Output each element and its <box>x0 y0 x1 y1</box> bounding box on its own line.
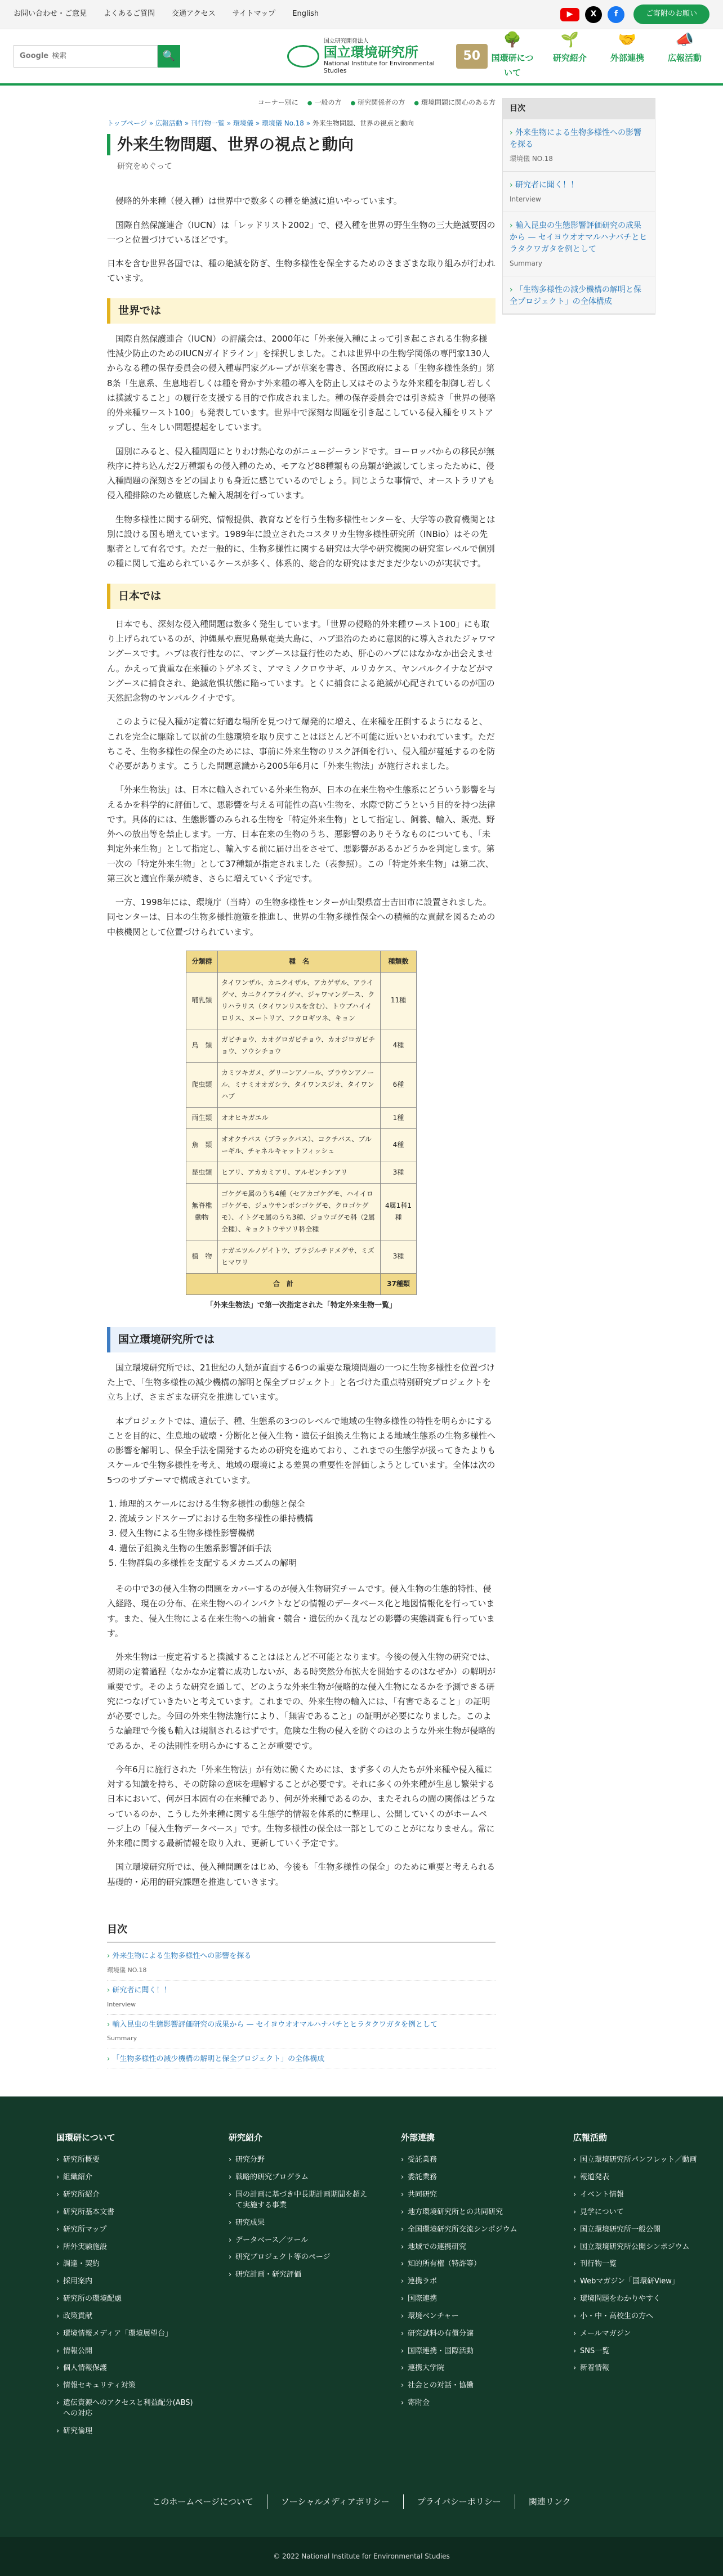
bottom-toc-heading: 目次 <box>107 1921 496 1943</box>
nies-logo-icon <box>287 45 319 68</box>
site-logo[interactable] <box>287 38 488 75</box>
species-table-wrap <box>186 951 417 1312</box>
body-paragraph: 国別にみると、侵入種問題にとりわけ熱心なのがニュージーランドです。ヨーロッパからの移民が無秩序に持ち込んだ2万種類もの侵入種のため、モアなど88種類もの鳥類が絶滅してしまったために、侵入種問題の深刻さをどの国よりも身近に感じているのでしょう。同じような事情で、オーストラリアも侵入種排除のため徹底した輸入規制を行っています。 <box>107 446 495 501</box>
footer-link[interactable]: › 研究所紹介 <box>56 2190 197 2201</box>
footer-link[interactable]: › Webマガジン「国環研View」 <box>573 2277 714 2287</box>
donation-button[interactable]: ご寄附のお願い <box>633 5 709 24</box>
toc-link[interactable]: › 研究者に聞く！！ <box>107 1985 496 1996</box>
table-cell-group: 哺乳類 <box>186 972 218 1029</box>
section-heading-japan: 日本では <box>107 584 496 609</box>
toc-item <box>503 119 655 172</box>
footer-link[interactable]: › 情報セキュリティ対策 <box>56 2381 197 2391</box>
body-paragraph: 「外来生物法」は、日本に輸入されている外来生物が、日本の在来生物や生態系にどういう影響を与えるかを科学的に評価して、悪影響を与える可能性の高い生物を、水際で防ごうという目的を持つ法律です。具体的には、生態影響のみられる生物を「特定外来生物」として指定し、飼養、輸入、販売、野外への放出等を禁止します。一方、日本在来の生物のうち、悪影響のありそうなものについても、「未判定外来生物」として指定し、輸入する前に届け出をさせて、悪影響があるかどうかを判定します。第一次の「特定外来生物」として37種類が指定されました（表参照）。この「特定外来生物」は第二次、第三次と適宜作業が続き、さらに増えていく予定です。 <box>107 785 496 884</box>
footer-link[interactable]: › 調達・契約 <box>56 2259 197 2270</box>
footer-link[interactable]: › 共同研究 <box>401 2190 542 2201</box>
footer-link[interactable]: › 研究試料の有償分譲 <box>401 2329 542 2340</box>
footer-link[interactable]: › 全国環境研究所交流シンポジウム <box>401 2225 542 2235</box>
table-row <box>186 1240 417 1273</box>
table-row <box>186 1183 417 1240</box>
table-row <box>186 972 417 1029</box>
body-paragraph: 本プロジェクトでは、遺伝子、種、生態系の3つのレベルで地域の生物多様性の特性を明らかにすることを目的に、生息地の破壊・分断化と侵入生物・遺伝子組換え生物による地域生態系の生物多様性への影響を解明し、保全手法を開発するための研究を進めており、これまでの生態学が扱ってきたよりもスケールで生物多様性を考え、地域の環境による差異の重要性を評価しようとしています。全体は次の5つのサブテーマで構成されています。 <box>107 1415 496 1485</box>
table-cell-names: カミツキガメ、グリーンアノール、ブラウンアノール、ミナミオオガシラ、タイワンスジオ、タイワンハブ <box>218 1062 381 1107</box>
toc-sub: Summary <box>510 259 542 267</box>
toc-link[interactable]: › 外来生物による生物多様性への影響を探る <box>510 127 648 151</box>
footer-link-list <box>56 2155 197 2436</box>
table-cell-names: ガビチョウ、カオグロガビチョウ、カオジロガビチョウ、ソウシチョウ <box>218 1029 381 1062</box>
copyright: © 2022 National Institute for Environmental Studies <box>0 2537 723 2576</box>
body-paragraph: 日本でも、深刻な侵入種問題は数多く発生しています。「世界の侵略的外来種ワースト100」にも取り上げられているのが、沖縄県や鹿児島県奄美大島に、ハブ退治のために意図的に導入されたジャワマングースです。ハブは夜行性なのに、マングースは昼行性のため、肝心のハブにはなかなか出会えません。かえって貴重な在来種のトゲネズミ、アマミノクロウサギ、ルリカケス、ヤンバルクイナなどがマングースに捕食され、絶滅危惧状態に陥っています。とくに捕食による絶滅が心配されているのが国の天然記念物のヤンバルクイナです。 <box>107 619 496 704</box>
body-paragraph: 生物多様性に関する研究、情報提供、教育などを行う生物多様性センターを、大学等の教育機関とは別に設ける国も増えています。1989年に設立されたコスタリカ生物多様性研究所（INBio）はその先駆者として有名です。ただ一般的に、生物多様性に関する研究は大学や研究機関の研究室レベルで個別の種に関して進められているケースが多く、体系的、総合的な研究はまだまだ少ないのが実状です。 <box>107 514 496 569</box>
search-button[interactable] <box>158 45 180 68</box>
footer-link[interactable]: › 所外実験施設 <box>56 2242 197 2253</box>
footer-link[interactable]: › 国立環境研究所一般公開 <box>573 2225 714 2235</box>
footer-link[interactable]: › 研究所概要 <box>56 2155 197 2166</box>
footer-link[interactable]: › 国の計画に基づき中長期計画期間を超えて実施する事業 <box>229 2190 369 2211</box>
footer-related-link[interactable]: 関連リンク <box>515 2494 584 2509</box>
table-cell-names: オオヒキガエル <box>218 1107 381 1128</box>
nav-research[interactable] <box>545 33 595 80</box>
toc-link[interactable]: › 輸入昆虫の生態影響評価研究の成果から — セイヨウオオマルハナバチとヒラタクワガタを例として <box>107 2019 496 2031</box>
toc-sub: Interview <box>107 2000 136 2008</box>
nav-about[interactable] <box>488 33 537 80</box>
footer-link[interactable]: › 刊行物一覧 <box>573 2259 714 2270</box>
page-title: 外来生物問題、世界の視点と動向 <box>107 134 496 155</box>
breadcrumb-top[interactable]: トップページ <box>107 119 147 127</box>
list-item: 3. 侵入生物による生物多様性影響機構 <box>119 1526 496 1540</box>
table-cell-count: 4種 <box>381 1029 417 1062</box>
page-subtitle: 研究をめぐって <box>117 162 172 171</box>
faq-link[interactable]: よくあるご質問 <box>104 10 155 19</box>
footer-link[interactable]: › 研究倫理 <box>56 2426 197 2437</box>
site-search <box>14 45 180 68</box>
section-heading-world: 世界では <box>107 298 496 324</box>
table-cell-names: ヒアリ、アカカミアリ、アルゼンチンアリ <box>218 1162 381 1183</box>
english-link[interactable]: English <box>292 10 319 19</box>
table-cell-group: 植 物 <box>186 1240 218 1273</box>
table-row <box>186 1162 417 1183</box>
table-cell-count: 3種 <box>381 1162 417 1183</box>
nav-collab-label: 外部連携 <box>610 52 644 63</box>
table-cell-group: 魚 類 <box>186 1128 218 1162</box>
site-footer <box>0 2096 723 2576</box>
toc-item <box>107 1946 496 1981</box>
table-cell-names: ナガエツルノゲイトウ、ブラジルチドメグサ、ミズヒマワリ <box>218 1240 381 1273</box>
nav-pr[interactable] <box>660 33 709 80</box>
list-item: 1. 地理的スケールにおける生物多様性の動態と保全 <box>119 1497 496 1511</box>
table-cell-group: 無脊椎動物 <box>186 1183 218 1240</box>
footer-link[interactable]: › 地域での連携研究 <box>401 2242 542 2253</box>
footer-col-heading: 国環研について <box>56 2133 115 2143</box>
nav-pr-label: 広報活動 <box>667 52 702 63</box>
toc-item <box>107 2049 496 2069</box>
footer-link[interactable]: › 研究所の環境配慮 <box>56 2294 197 2305</box>
list-item: 5. 生物群集の多様性を支配するメカニズムの解明 <box>119 1556 496 1570</box>
footer-link[interactable]: › 遺伝資源へのアクセスと利益配分(ABS)への対応 <box>56 2398 197 2420</box>
access-link[interactable]: 交通アクセス <box>172 10 216 19</box>
footer-link[interactable]: › 知的所有権（特許等） <box>401 2259 542 2270</box>
footer-link[interactable]: › 個人情報保護 <box>56 2363 197 2374</box>
toc-link[interactable]: › 「生物多様性の減少機構の解明と保全プロジェクト」の全体構成 <box>510 284 648 308</box>
subtheme-list <box>117 1497 496 1570</box>
tree-icon: 🌳 <box>503 31 522 48</box>
footer-link[interactable]: › 環境問題をわかりやすく <box>573 2294 714 2305</box>
footer-link[interactable]: › 環境情報メディア「環境展望台」 <box>56 2329 197 2340</box>
nav-research-label: 研究紹介 <box>552 52 587 63</box>
sitemap-link[interactable]: サイトマップ <box>232 10 276 19</box>
footer-link[interactable]: › 委託業務 <box>401 2172 542 2183</box>
facebook-icon[interactable]: f <box>608 6 624 23</box>
anniversary-badge: 50 <box>456 44 488 69</box>
footer-link[interactable]: › 国立環境研究所公開シンポジウム <box>573 2242 714 2253</box>
toc-sub: 環境儀 NO.18 <box>510 154 553 163</box>
table-header: 分類群 <box>186 951 218 972</box>
table-row <box>186 1062 417 1107</box>
footer-link[interactable]: › メールマガジン <box>573 2329 714 2340</box>
footer-link[interactable]: › 受託業務 <box>401 2155 542 2166</box>
footer-link[interactable]: › 研究成果 <box>229 2218 369 2229</box>
footer-link[interactable]: › 新着情報 <box>573 2363 714 2374</box>
utility-links <box>14 8 319 21</box>
footer-link[interactable]: › 環境ベンチャー <box>401 2311 542 2322</box>
body-paragraph: 外来生物は一度定着すると撲滅することはほとんど不可能となります。今後の侵入生物の研究では、初期の定着過程（なかなか定着に成功しないが、ある時突然分布拡大を開始するのはなぜか）の解明が重要です。そのような研究を通して、どのような外来生物が侵略的な侵入生物になるかを予測できる研究につなげていきたいと考えています。これまでの、外来生物の輸入には、「有害であること」の証明が必要でした。今回の外来生物法施行により、「無害であること」の証明が必要になりました。このような論理で今後も輸入は規制されるはずです。危険な生物の侵入を防ぐのはのような外来生物が侵略的であるか、その法則性を明らかにすることが重要です。 <box>107 1652 496 1751</box>
table-row <box>186 1029 417 1062</box>
main-content <box>107 93 496 1898</box>
audience-label: コーナー別に <box>257 98 298 106</box>
footer-col-research <box>229 2130 369 2444</box>
logo-small: 国立研究開発法人 <box>323 38 369 44</box>
table-cell-group: 爬虫類 <box>186 1062 218 1107</box>
toc-link[interactable]: › 「生物多様性の減少機構の解明と保全プロジェクト」の全体構成 <box>107 2054 496 2065</box>
breadcrumb-kankyogi[interactable]: 環境儀 <box>233 119 253 127</box>
footer-link[interactable]: › 戦略的研究プログラム <box>229 2172 369 2183</box>
audience-general[interactable]: ● 一般の方 <box>307 97 342 109</box>
toc-item <box>107 2015 496 2049</box>
table-header: 種 名 <box>218 951 381 972</box>
table-header: 種類数 <box>381 951 417 972</box>
table-total-count: 37種類 <box>381 1273 417 1294</box>
footer-col-heading: 研究紹介 <box>229 2133 263 2143</box>
table-caption: 「外来生物法」で第一次指定された「特定外来生物一覧」 <box>206 1301 396 1310</box>
footer-link[interactable]: › 採用案内 <box>56 2277 197 2287</box>
megaphone-icon: 📣 <box>675 31 694 48</box>
nav-about-label: 国環研について <box>491 52 534 78</box>
table-cell-count: 3種 <box>381 1240 417 1273</box>
footer-link[interactable]: › 組織紹介 <box>56 2172 197 2183</box>
footer-link[interactable]: › 地方環境研究所との共同研究 <box>401 2207 542 2218</box>
intro-paragraph: 国際自然保護連合（IUCN）は「レッドリスト2002」で、侵入種を世界の野生生物の三大絶滅要因の一つと位置づけているほどです。 <box>107 219 496 245</box>
footer-link[interactable]: › 情報公開 <box>56 2346 197 2357</box>
table-cell-group: 昆虫類 <box>186 1162 218 1183</box>
footer-link[interactable]: › 小・中・高校生の方へ <box>573 2311 714 2322</box>
body-paragraph: その中で3の侵入生物の問題をカバーするのが侵入生物研究チームです。侵入生物の生態的特性、侵入経路、現在の分布、在来生物へのインパクトなどの情報のデータベース化と地図情報化を行っています。また、侵入生物による在来生物への捕食・競合・遺伝的かく乱などの影響の実態調査も行っています。 <box>107 1584 495 1638</box>
footer-about-site-link[interactable]: このホームページについて <box>152 2496 253 2507</box>
table-cell-count: 4属1科1種 <box>381 1183 417 1240</box>
table-cell-count: 6種 <box>381 1062 417 1107</box>
global-nav <box>488 33 709 80</box>
table-total-label: 合 計 <box>186 1273 381 1294</box>
handshake-icon: 🤝 <box>618 31 637 48</box>
breadcrumb-pr[interactable]: 広報活動 <box>155 119 182 127</box>
footer-col-collab <box>401 2130 542 2444</box>
intro-paragraph: 日本を含む世界各国では、種の絶滅を防ぎ、生物多様性を保全するためのさまざまな取り組みが行われています。 <box>107 258 496 284</box>
footer-link[interactable]: › 国立環境研究所パンフレット／動画 <box>573 2155 714 2166</box>
table-cell-count: 11種 <box>381 972 417 1029</box>
footer-bottom-links <box>0 2481 723 2537</box>
footer-link[interactable]: › 研究所基本文書 <box>56 2207 197 2218</box>
breadcrumb-publications[interactable]: 刊行物一覧 <box>190 119 225 127</box>
toc-sub: Interview <box>510 195 541 203</box>
footer-link[interactable]: › 報道発表 <box>573 2172 714 2183</box>
section-heading-nies: 国立環境研究所では <box>107 1327 496 1352</box>
table-header-row <box>186 951 417 972</box>
footer-privacy-link[interactable]: プライバシーポリシー <box>403 2494 515 2509</box>
footer-link[interactable]: › 連携大学院 <box>401 2363 542 2374</box>
table-cell-names: オオクチバス（ブラックバス）、コクチバス、ブルーギル、チャネルキャットフィッシュ <box>218 1128 381 1162</box>
toc-item <box>107 1981 496 2015</box>
footer-col-heading: 外部連携 <box>401 2133 435 2143</box>
toc-item <box>503 212 655 276</box>
nav-collab[interactable] <box>602 33 652 80</box>
toc-link[interactable]: › 輸入昆虫の生態影響評価研究の成果から — セイヨウオオマルハナバチとヒラタクワガタを例として <box>510 220 648 256</box>
breadcrumb-current: 外来生物問題、世界の視点と動向 <box>312 119 414 127</box>
search-placeholder: 検索 <box>52 51 67 60</box>
footer-link[interactable]: › 国際連携 <box>401 2294 542 2305</box>
species-table <box>186 951 417 1295</box>
body-paragraph: このように侵入種が定着に好適な場所を見つけて爆発的に増え、在来種を圧倒するようになると、これを完全に駆除して以前の生態環境を取り戻すことはほとんど不可能に近いといわれています。ただちこそ、生物多様性の保全のためには、事前に外来生物のリスク評価を行い、侵入種が蔓延するのを防ぐ必要があります。こうした問題意識から2005年6月に「外来生物法」が施行されました。 <box>107 716 496 772</box>
footer-social-policy-link[interactable]: ソーシャルメディアポリシー <box>267 2494 403 2509</box>
table-cell-group: 両生類 <box>186 1107 218 1128</box>
toc-heading: 目次 <box>503 98 655 119</box>
audience-interested[interactable]: ● 環境問題に関心のある方 <box>414 97 496 109</box>
toc-link[interactable]: › 外来生物による生物多様性への影響を探る <box>107 1951 496 1962</box>
footer-link[interactable]: › 政策貢献 <box>56 2311 197 2322</box>
contact-link[interactable]: お問い合わせ・ご意見 <box>14 10 87 19</box>
x-icon[interactable]: X <box>585 6 602 23</box>
footer-link-list <box>401 2155 542 2409</box>
intro-paragraph: 侵略的外来種（侵入種）は世界中で数多くの種を絶滅に追いやっています。 <box>115 196 402 207</box>
footer-link[interactable]: › 研究分野 <box>229 2155 369 2166</box>
footer-link[interactable]: › 見学について <box>573 2207 714 2218</box>
footer-link[interactable]: › 研究所マップ <box>56 2225 197 2235</box>
toc-sub: 環境儀 NO.18 <box>107 1966 147 1974</box>
sidebar-toc <box>502 98 655 315</box>
body-paragraph: 一方、1998年には、環境庁（当時）の生物多様性センターが山梨県富士吉田市に設置されました。同センターは、日本の生物多様性施策を推進し、世界の生物多様性保全への積極的な貢献を図るための中核機関として位置づけられています。 <box>107 897 496 937</box>
breadcrumb: トップページ » 広報活動 » 刊行物一覧 » 環境儀 » 環境儀 No.18 » 外来生物問題、世界の視点と動向 <box>107 119 414 127</box>
footer-link[interactable]: › 寄附金 <box>401 2398 542 2409</box>
audience-switcher <box>107 93 496 109</box>
footer-link[interactable]: › SNS一覧 <box>573 2346 714 2357</box>
footer-link[interactable]: › 連携ラボ <box>401 2277 542 2287</box>
utility-bar <box>0 0 723 29</box>
sprout-icon: 🌱 <box>560 31 579 48</box>
bottom-toc <box>107 1921 496 2068</box>
table-row <box>186 1107 417 1128</box>
search-input[interactable] <box>14 45 158 68</box>
footer-link[interactable]: › 国際連携・国際活動 <box>401 2346 542 2357</box>
audience-researcher[interactable]: ● 研究関係者の方 <box>351 97 405 109</box>
table-total-row <box>186 1273 417 1294</box>
footer-link[interactable]: › 社会との対話・協働 <box>401 2381 542 2391</box>
footer-col-heading: 広報活動 <box>573 2133 608 2143</box>
logo-main: 国立環境研究所 <box>323 44 418 60</box>
body-paragraph: 国立環境研究所では、21世紀の人類が直面する6つの重要な環境問題の一つに生物多様性を位置づけた上で、「生物多様性の減少機構の解明と保全プロジェクト」と名づけた重点特別研究プロジェクトを立ち上げ、さまざまな研究を推進しています。 <box>107 1362 495 1403</box>
google-label: Google <box>20 51 49 60</box>
search-icon: 🔍 <box>162 50 176 62</box>
footer-link[interactable]: › データベース／ツール <box>229 2235 369 2246</box>
list-item: 2. 流域ランドスケープにおける生物多様性の維持機構 <box>119 1511 496 1526</box>
table-cell-names: ゴケグモ属のうち4種（セアカゴケグモ、ハイイロゴケグモ、ジュウサンボシゴケグモ、クロゴケグモ）、イトグモ属のうち3種、ジョウゴグモ科（2属全種）、キョクトウサソリ科全種 <box>218 1183 381 1240</box>
toc-item <box>503 276 655 314</box>
youtube-icon[interactable]: ▶ <box>560 8 579 21</box>
footer-col-about <box>56 2130 197 2444</box>
table-cell-count: 1種 <box>381 1107 417 1128</box>
toc-item <box>503 172 655 212</box>
toc-link[interactable]: › 研究者に聞く！！ <box>510 180 648 191</box>
site-header <box>0 29 723 86</box>
footer-link[interactable]: › 研究プロジェクト等のページ <box>229 2252 369 2263</box>
sidebar <box>502 93 655 1898</box>
body-paragraph: 国際自然保護連合（IUCN）の評議会は、2000年に「外来侵入種によって引き起こされる生物多様性減少防止のためのIUCNガイドライン」を採択しました。これは世界中の生物学関係の専門家130人からなる種の保存委員会の侵入種専門家グループが草案を書き、各国政府による「生物多様性条約」第8条「生息系、生息地若しくは種を脅かす外来種の導入を防止し又はそのような外来種を制御し若しくは撲滅すること」の履行を支援する目的で作成されました。種の保存委員会では引き続き「世界の侵略的外来種ワースト100」も発表しています。世界中で深刻な問題を引き起こしている侵入種をリストアップし、生々しい問題提起をしています。 <box>107 333 496 433</box>
logo-en: National Institute for Environmental Studies <box>323 60 435 75</box>
toc-sub: Summary <box>107 2035 137 2042</box>
footer-link-list <box>573 2155 714 2374</box>
list-item: 4. 遺伝子組換え生物の生態系影響評価手法 <box>119 1541 496 1556</box>
footer-link[interactable]: › 研究計画・研究評価 <box>229 2270 369 2281</box>
table-cell-group: 鳥 類 <box>186 1029 218 1062</box>
footer-col-pr <box>573 2130 714 2444</box>
sns-links <box>560 6 624 23</box>
footer-link-list <box>229 2155 369 2281</box>
body-paragraph: 国立環境研究所では、侵入種問題をはじめ、今後も「生物多様性の保全」のために重要と考えられる基礎的・応用的研究課題を推進していきます。 <box>107 1862 496 1887</box>
table-cell-names: タイワンザル、カニクイザル、アカゲザル、アライグマ、カニクイアライグマ、ジャワマングース、クリハラリス（タイワンリスを含む）、トウブハイイロリス、ヌートリア、フクロギツネ、キョン <box>218 972 381 1029</box>
breadcrumb-issue[interactable]: 環境儀 No.18 <box>261 119 304 127</box>
table-row <box>186 1128 417 1162</box>
table-cell-count: 4種 <box>381 1128 417 1162</box>
body-paragraph: 今年6月に施行された「外来生物法」が有効に働くためには、まず多くの人たちが外来種や侵入種に対する知識を持ち、その防除の意味を理解することが必要です。それに多くの外来種が生息し繁栄する日本において、何が日本固有の在来種であり、何が外来種であるのか、またそれらの間の関係はどうなっているのか、こうした外来種に関する生態学的情報を体系的に整理し、公開していくのがホームページ上の「侵入生物データベース」です。生物多様性の保全は一部としてのことがになりません。常に外来種に関する最新情報を取り入れ、更新していく予定です。 <box>107 1764 496 1849</box>
footer-columns <box>0 2130 723 2444</box>
footer-link[interactable]: › イベント情報 <box>573 2190 714 2201</box>
